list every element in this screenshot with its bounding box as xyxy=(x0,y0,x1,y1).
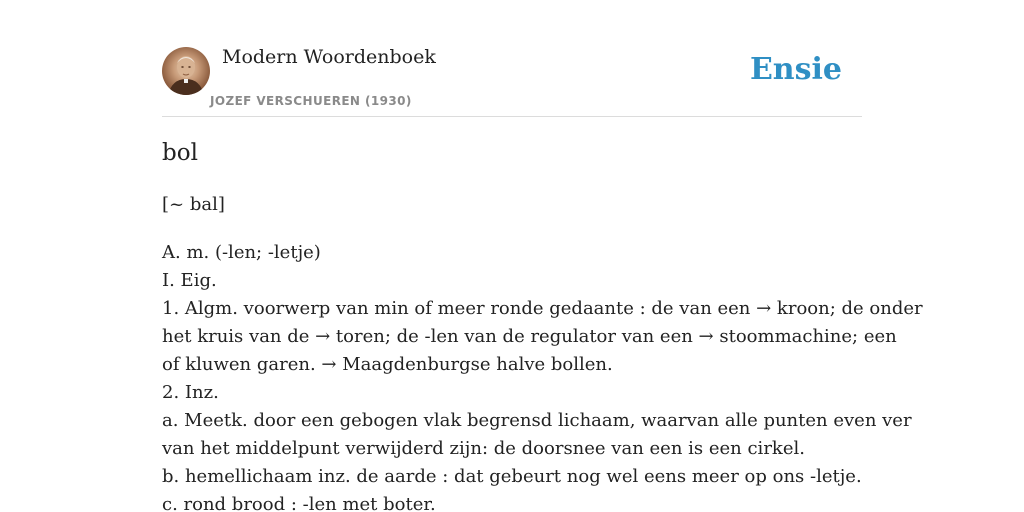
ensie-logo[interactable]: Ensie xyxy=(749,52,842,87)
definition-line: a. Meetk. door een gebogen vlak begrensd lichaam, waarvan alle punten even ver xyxy=(162,410,912,431)
definition-line: 1. Algm. voorwerp van min of meer ronde gedaante : de van een → kroon; de onder xyxy=(162,298,923,319)
definition-line: of kluwen garen. → Maagdenburgse halve bollen. xyxy=(162,354,613,375)
definition-line: I. Eig. xyxy=(162,270,217,291)
definition-line: c. rond brood : -len met boter. xyxy=(162,494,436,512)
entry-term: bol xyxy=(162,140,198,166)
definition-line: b. hemellichaam inz. de aarde : dat gebeurt nog wel eens meer op ons -letje. xyxy=(162,466,862,487)
author-portrait-icon[interactable] xyxy=(162,47,210,95)
definition-line: van het middelpunt verwijderd zijn: de doorsnee van een is een cirkel. xyxy=(162,438,805,459)
site-header xyxy=(162,44,862,117)
author-credit: JOZEF VERSCHUEREN (1930) xyxy=(210,94,412,108)
entry-definition xyxy=(162,239,923,512)
site-title[interactable]: Modern Woordenboek xyxy=(222,46,436,68)
definition-line: 2. Inz. xyxy=(162,382,219,403)
definition-line: het kruis van de → toren; de -len van de regulator van een → stoommachine; een xyxy=(162,326,897,347)
definition-line: A. m. (-len; -letje) xyxy=(162,242,321,263)
entry-etymology: [~ bal] xyxy=(162,194,225,215)
